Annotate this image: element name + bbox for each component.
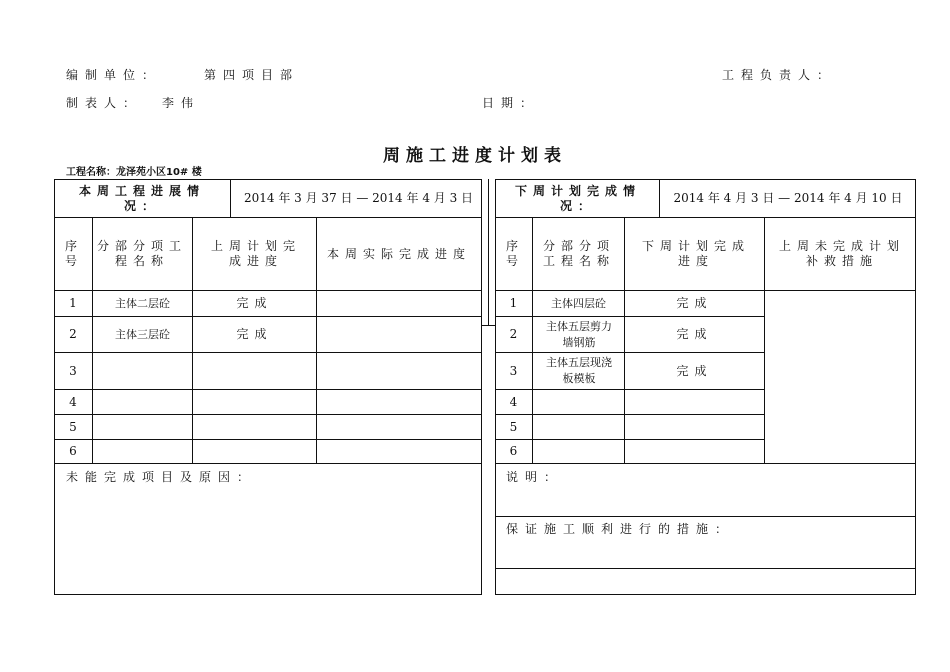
row-plan: 完成: [236, 327, 273, 341]
next-week-label: 下周计划完成情况：: [514, 183, 641, 213]
unfinished-label: 未能完成项目及原因：: [66, 470, 257, 484]
col-plan-header: 下周计划完成进度: [641, 239, 750, 268]
row-plan: [193, 440, 316, 463]
row-name: [93, 390, 192, 414]
row-name: 主体二层砼: [115, 296, 170, 310]
row-plan: [625, 415, 764, 439]
row-no: 1: [69, 296, 77, 310]
project-name: 工程名称：龙泽苑小区10# 楼: [66, 167, 202, 178]
row-name: 主体四层砼: [551, 296, 606, 310]
row-name: 主体五层现浇板模板: [546, 356, 612, 385]
measures-label: 保证施工顺利进行的措施：: [506, 522, 735, 536]
row-name: 主体三层砼: [115, 327, 170, 341]
row-no: 5: [69, 419, 77, 434]
row-no: 5: [509, 419, 518, 434]
col-plan-header: 上周计划完成进度: [210, 239, 301, 268]
row-no: 2: [69, 327, 77, 341]
row-plan: 完成: [236, 296, 273, 310]
col-actual-header: 本周实际完成进度: [326, 246, 471, 261]
date-label: 日期：: [482, 96, 540, 110]
col-name-header: 分部分项工程名称: [96, 239, 187, 268]
row-plan: 完成: [676, 327, 713, 341]
row-actual: [317, 291, 481, 316]
page-title: 周施工进度计划表: [383, 146, 567, 166]
col-seq-header: 序号: [505, 239, 524, 268]
unit-value: 第四项目部: [204, 68, 300, 82]
row-no: 4: [69, 394, 77, 409]
row-plan: [193, 390, 316, 414]
row-actual: [317, 390, 481, 414]
row-no: 6: [69, 444, 77, 458]
row-name: [93, 415, 192, 439]
row-plan: [193, 353, 316, 389]
row-name: [533, 440, 624, 463]
row-actual: [317, 415, 481, 439]
row-no: 6: [509, 444, 518, 458]
this-week-label: 本周工程进展情况：: [78, 183, 205, 213]
row-actual: [317, 353, 481, 389]
row-no: 2: [509, 327, 518, 341]
row-plan: 完成: [676, 296, 713, 310]
col-remedy-header: 上周未完成计划补救措施: [778, 239, 905, 268]
row-name: [533, 390, 624, 414]
row-name: [93, 353, 192, 389]
row-actual: [317, 317, 481, 352]
row-name: 主体五层剪力墙钢筋: [546, 319, 612, 349]
row-plan: [193, 415, 316, 439]
row-name: [533, 415, 624, 439]
manager-label: 工程负责人：: [722, 68, 837, 82]
row-name: [93, 440, 192, 463]
unit-label: 编制单位：: [66, 68, 162, 82]
this-week-period: 2014 年 3 月 37 日 — 2014 年 4 月 3 日: [244, 191, 474, 205]
next-week-period: 2014 年 4 月 3 日 — 2014 年 4 月 10 日: [673, 191, 903, 205]
col-name-header: 分部分项工程名称: [542, 239, 615, 268]
row-actual: [317, 440, 481, 463]
row-plan: [625, 390, 764, 414]
row-plan: [625, 440, 764, 463]
col-seq-header: 序号: [64, 239, 83, 268]
maker-label: 制表人：: [66, 96, 143, 110]
maker-value: 李伟: [162, 96, 201, 110]
note-label: 说明：: [506, 470, 564, 484]
row-no: 1: [509, 296, 518, 310]
row-no: 3: [69, 363, 77, 378]
row-no: 3: [509, 363, 518, 378]
row-no: 4: [509, 394, 518, 409]
row-plan: 完成: [676, 363, 713, 378]
